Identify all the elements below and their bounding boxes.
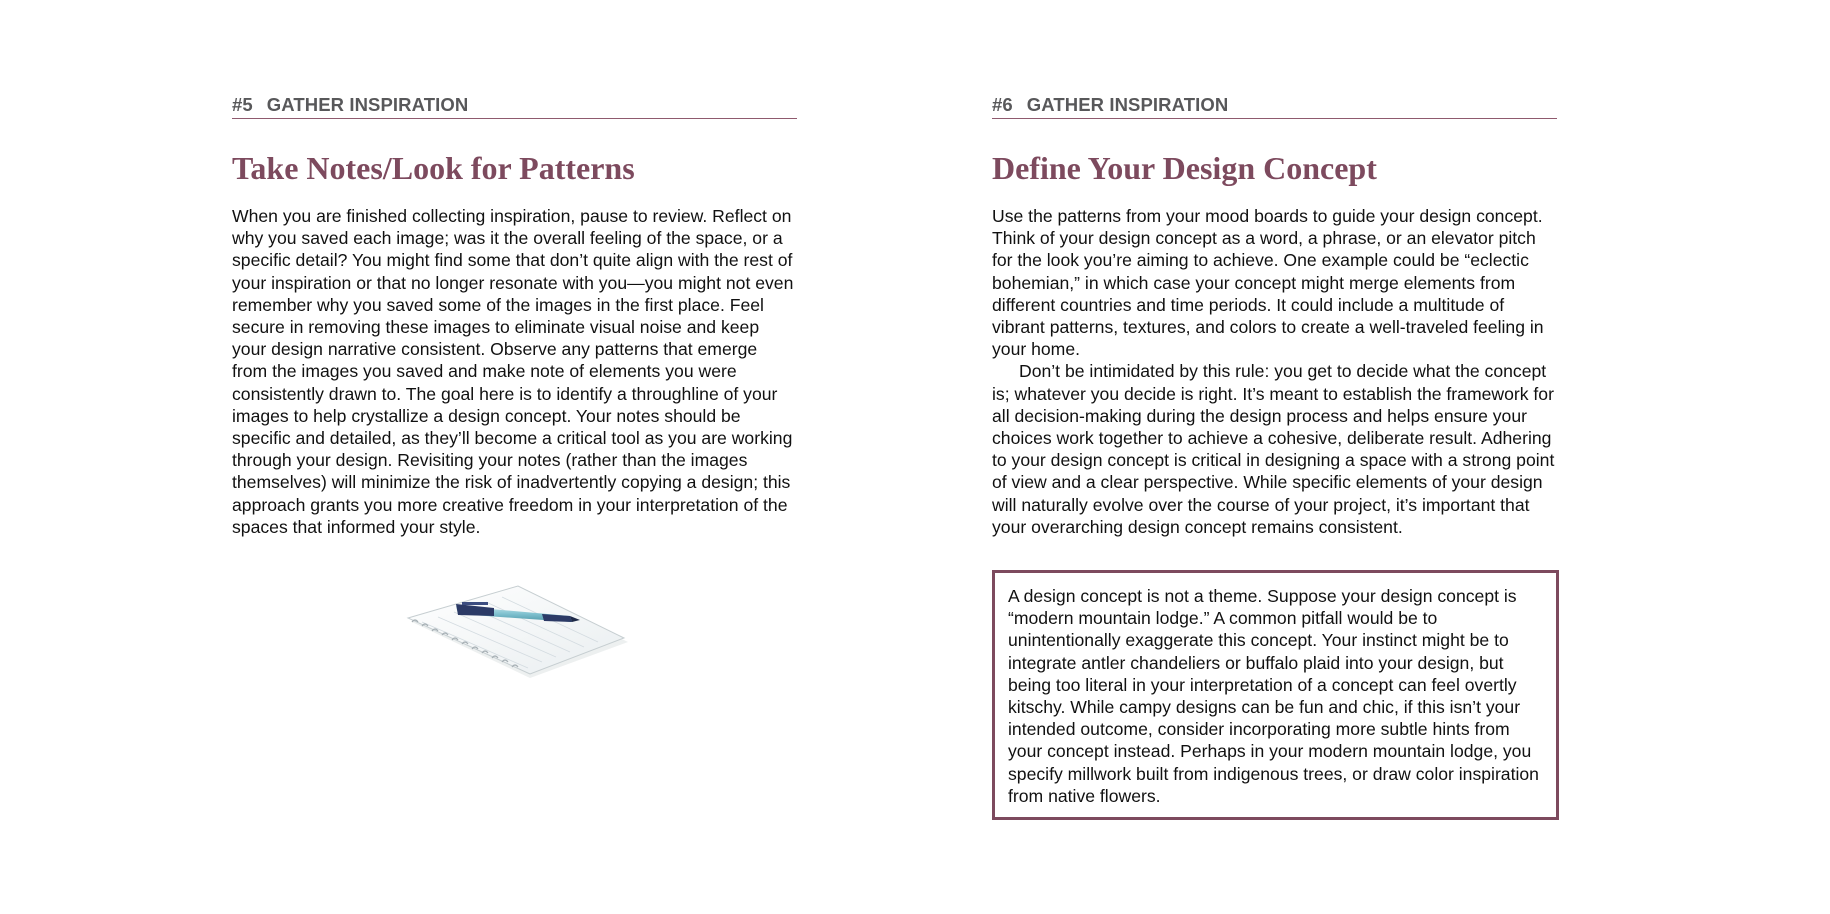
paragraph: Use the patterns from your mood boards to guide your design concept. Think of your design concept as a word, a phrase, or an elevator pitch for the look you’re aiming to achieve. One example could be “eclectic bohemian,” in which case your concept might merge elements from different countries and time periods. It could include a multitude of vibrant patterns, textures, and colors to create a well-traveled feeling in your home.	[992, 206, 1544, 360]
section-label: GATHER INSPIRATION	[266, 94, 469, 115]
section-number: #6	[992, 94, 1013, 115]
body-text	[232, 205, 797, 538]
paragraph: When you are finished collecting inspiration, pause to review. Reflect on why you saved each image; was it the overall feeling of the space, or a specific detail? You might find some that don’t quite align with the rest of your inspiration or that no longer resonate with you—you might not even remember why you saved some of the images in the first place. Feel secure in removing these images to eliminate visual noise and keep your design narrative consistent. Observe any patterns that emerge from the images you saved and make note of elements you were consistently drawn to. The goal here is to identify a throughline of your images to help crystallize a design concept. Your notes should be specific and detailed, as they’ll become a critical tool as you are working through your design. Revisiting your notes (rather than the images themselves) will minimize the risk of inadvertently copying a design; this approach grants you more creative freedom in your interpretation of the spaces that informed your style.	[232, 206, 794, 537]
page-title: Take Notes/Look for Patterns	[232, 150, 635, 186]
section-label: GATHER INSPIRATION	[1026, 94, 1229, 115]
section-number: #5	[232, 94, 253, 115]
callout-box: A design concept is not a theme. Suppose your design concept is “modern mountain lodge.” A common pitfall would be to unintentionally exaggerate this concept. Your instinct might be to integrate antler chandeliers or buffalo plaid into your design, but being too literal in your interpretation of a concept can feel overtly kitschy. While campy designs can be fun and chic, if this isn’t your intended outcome, consider incorporating more subtle hints from your concept instead. Perhaps in your modern mountain lodge, you specify millwork built from indigenous trees, or draw color inspiration from native flowers.	[992, 570, 1559, 820]
body-text	[992, 205, 1557, 538]
paragraph: Don’t be intimidated by this rule: you get to decide what the concept is; whatever you decide is right. It’s meant to establish the framework for all decision-making during the design process and helps ensure your choices work together to achieve a cohesive, deliberate result. Adhering to your design concept is critical in designing a space with a strong point of view and a clear perspective. While specific elements of your design will naturally evolve over the course of your project, it’s important that your overarching design concept remains consistent.	[992, 361, 1555, 537]
notepad	[408, 586, 624, 674]
running-head-right	[992, 94, 1557, 119]
running-head-left	[232, 94, 797, 119]
page-title: Define Your Design Concept	[992, 150, 1377, 186]
notepad-with-pen-icon	[402, 582, 632, 682]
